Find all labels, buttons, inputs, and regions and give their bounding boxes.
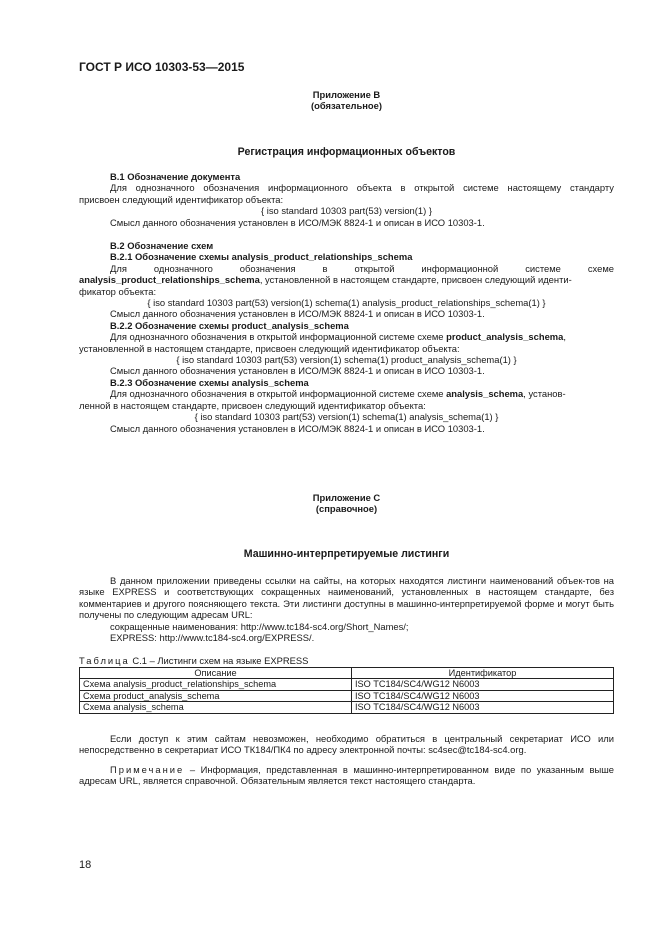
section-b21-line2 <box>79 274 614 285</box>
section-b21-line2-text: , установленной в настоящем стандарте, присвоен следующий иденти- <box>259 274 572 286</box>
section-b22-meaning: Смысл данного обозначения установлен в ИСО/МЭК 8824-1 и описан в ИСО 10303-1. <box>110 365 485 377</box>
short-names-url: сокращенные наименования: http://www.tc184-sc4.org/Short_Names/; <box>110 620 409 632</box>
express-url: EXPRESS: http://www.tc184-sc4.org/EXPRESS/. <box>110 632 315 644</box>
table-header-identifier: Идентификатор <box>352 668 614 679</box>
table-caption-text: С.1 – Листинги схем на языке EXPRESS <box>129 655 309 666</box>
section-b22-line1 <box>79 331 614 342</box>
schema-name: product_analysis_schema <box>446 331 564 343</box>
table-cell: Схема product_analysis_schema <box>80 690 352 701</box>
access-paragraph: Если доступ к этим сайтам невозможен, необходимо обратиться в центральный секретариат ИСО или непосредственно в секретариат ИСО ТК184/ПК4 по адресу электронной почты: sc4sec@tc184-sc4.org. <box>79 733 614 756</box>
appendix-b-label: Приложение В <box>312 89 381 100</box>
section-b21-line1: Для однозначного обозначения в открытой информационной системе схеме <box>110 262 614 274</box>
document-id: ГОСТ Р ИСО 10303-53—2015 <box>79 60 245 74</box>
table-cell: ISO TC184/SC4/WG12 N6003 <box>352 702 614 713</box>
table-c1-wrap <box>79 667 614 714</box>
section-b23-line1 <box>79 388 614 399</box>
table-cell: Схема analysis_schema <box>80 702 352 713</box>
section-b22-line1-text: Для однозначного обозначения в открытой информационной системе схеме <box>110 331 447 343</box>
section-b2 <box>79 240 614 434</box>
table-row <box>80 702 614 713</box>
section-b1 <box>79 171 614 228</box>
appendix-c-title: Машинно-интерпретируемые листинги <box>243 548 450 560</box>
table-c1-caption <box>79 655 614 666</box>
table-cell: Схема analysis_product_relationships_schema <box>80 679 352 690</box>
section-b22-line1-end: , <box>563 331 566 343</box>
appendix-c-label: Приложение С <box>312 492 381 503</box>
table-c1 <box>79 667 614 714</box>
schema-name: analysis_schema <box>446 388 524 400</box>
section-b1-identifier: { iso standard 10303 part(53) version(1) } <box>261 205 432 217</box>
appendix-b-status: (обязательное) <box>311 100 382 111</box>
table-header-description: Описание <box>80 668 352 679</box>
table-caption-word: Таблица <box>79 655 130 666</box>
section-b23-line1-end: , установ- <box>523 388 566 400</box>
table-cell: ISO TC184/SC4/WG12 N6003 <box>352 690 614 701</box>
table-row <box>80 679 614 690</box>
appendix-c-status: (справочное) <box>315 503 378 514</box>
section-b23-line2: ленной в настоящем стандарте, присвоен следующий идентификатор объекта: <box>79 399 426 411</box>
section-b23-meaning: Смысл данного обозначения установлен в ИСО/МЭК 8824-1 и описан в ИСО 10303-1. <box>110 422 485 434</box>
table-header-row <box>80 668 614 679</box>
section-b1-text-a: Для однозначного обозначения информационного объекта в открытой системе настоящему стандарту <box>110 182 614 194</box>
section-b22-line2: установленной в настоящем стандарте, присвоен следующий идентификатор объекта: <box>79 342 460 354</box>
schema-name: analysis_product_relationships_schema <box>79 274 260 286</box>
note-wrap <box>79 764 614 787</box>
note-word: Примечание <box>110 764 185 775</box>
section-b1-meaning: Смысл данного обозначения установлен в ИСО/МЭК 8824-1 и описан в ИСО 10303-1. <box>110 216 485 228</box>
table-row <box>80 690 614 701</box>
note-paragraph <box>79 764 614 787</box>
section-b23-heading: В.2.3 Обозначение схемы analysis_schema <box>110 376 309 388</box>
section-b23-identifier: { iso standard 10303 part(53) version(1) schema(1) analysis_schema(1) } <box>194 411 499 423</box>
section-b23-line1-text: Для однозначного обозначения в открытой информационной системе схеме <box>110 388 447 400</box>
appendix-b-title: Регистрация информационных объектов <box>237 146 456 158</box>
section-b21-line3: фикатор объекта: <box>79 285 157 297</box>
note-text: – Информация, представленная в машинно-интерпретированном виде по указанным выше адресам URL, является справочной. Обязательным является текст настоящего стандарта. <box>79 764 614 787</box>
section-b21-identifier: { iso standard 10303 part(53) version(1) schema(1) analysis_product_relationships_schema(1) } <box>147 297 546 309</box>
section-b1-heading: В.1 Обозначение документа <box>110 171 241 182</box>
appendix-c-intro: В данном приложении приведены ссылки на сайты, на которых находятся листинги наименований объек-тов на языке EXPRESS и соответствующих сокращенных наименований, установленных в настоящем стандарте, без комментариев и другого поясняющего текста. Эти листинги доступны в машинно-интерпретируемой форме и могут быть получены по следующим адресам URL: <box>79 575 614 621</box>
page-number: 18 <box>79 859 92 871</box>
section-b22-heading: В.2.2 Обозначение схемы product_analysis_schema <box>110 319 349 331</box>
section-b21-heading: В.2.1 Обозначение схемы analysis_product_relationships_schema <box>110 251 413 263</box>
access-paragraph-wrap <box>79 733 614 756</box>
section-b21-meaning: Смысл данного обозначения установлен в ИСО/МЭК 8824-1 и описан в ИСО 10303-1. <box>110 308 485 320</box>
appendix-c-body <box>79 575 614 643</box>
section-b2-heading: В.2 Обозначение схем <box>110 240 214 251</box>
table-cell: ISO TC184/SC4/WG12 N6003 <box>352 679 614 690</box>
section-b22-identifier: { iso standard 10303 part(53) version(1) schema(1) product_analysis_schema(1) } <box>176 354 517 366</box>
section-b1-text-b: присвоен следующий идентификатор объекта: <box>79 193 284 205</box>
